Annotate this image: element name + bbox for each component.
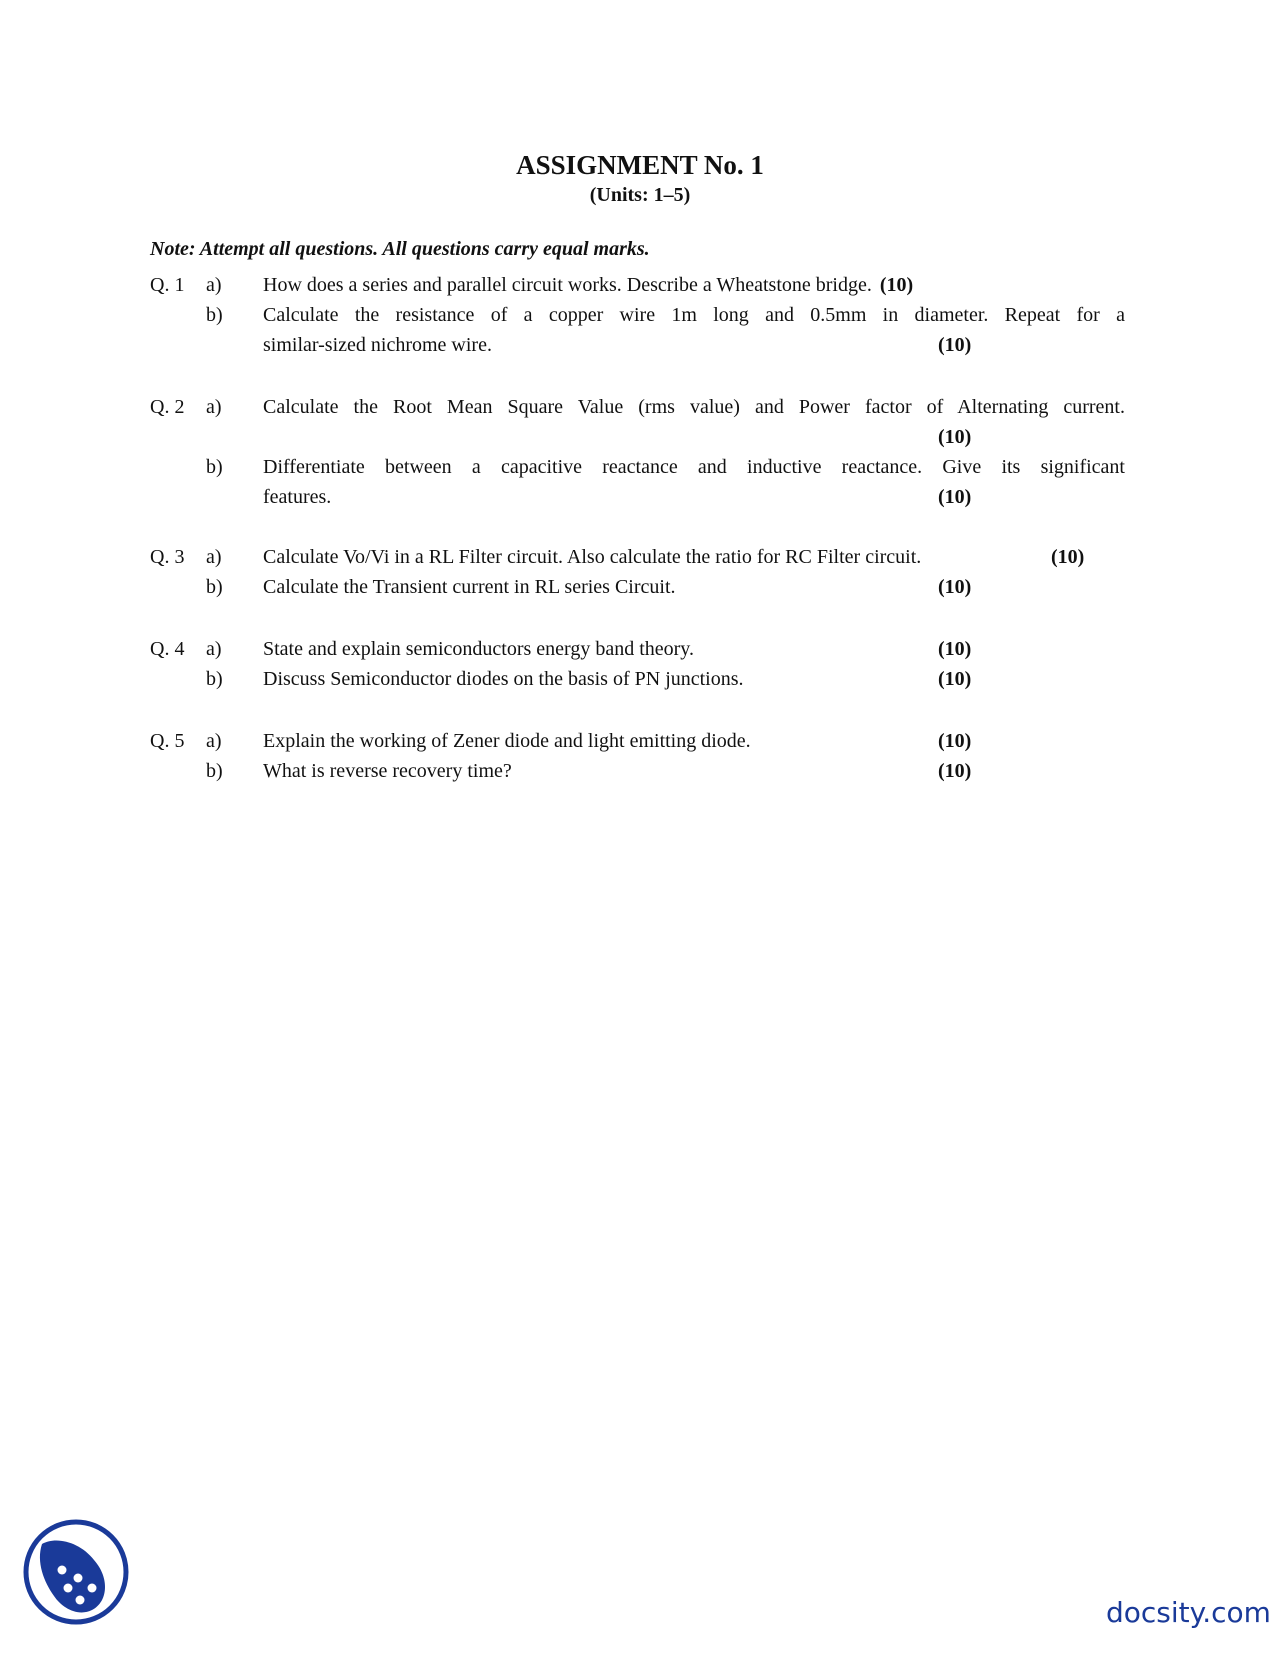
- question-text: Discuss Semiconductor diodes on the basis of PN junctions.: [263, 668, 744, 690]
- question-text: How does a series and parallel circuit works. Describe a Wheatstone bridge. (10): [263, 274, 914, 296]
- part-label: a): [206, 274, 222, 296]
- page-title: ASSIGNMENT No. 1: [516, 150, 764, 180]
- question-number: Q. 3: [150, 546, 185, 568]
- question-3a: [0, 542, 1280, 572]
- question-text: Differentiate between a capacitive reactance and inductive reactance. Give its significant: [263, 456, 1125, 478]
- part-label: b): [206, 668, 223, 690]
- question-marks: (10): [938, 334, 972, 356]
- question-number: Q. 1: [150, 274, 185, 296]
- question-text: Calculate the Transient current in RL series Circuit.: [263, 576, 676, 598]
- question-1b-cont: [0, 330, 1280, 360]
- question-text: Calculate Vo/Vi in a RL Filter circuit. Also calculate the ratio for RC Filter circuit.: [263, 546, 922, 568]
- question-5a: [0, 726, 1280, 756]
- page-subtitle: (Units: 1–5): [589, 184, 691, 206]
- question-text: What is reverse recovery time?: [263, 760, 512, 782]
- question-2a-marks: [0, 422, 1280, 452]
- question-2a: [0, 392, 1280, 422]
- question-text: features.: [263, 486, 332, 508]
- question-text: State and explain semiconductors energy band theory.: [263, 638, 694, 660]
- question-marks: (10): [1051, 546, 1085, 568]
- question-marks: (10): [938, 730, 972, 752]
- docsity-brand[interactable]: docsity.com: [1106, 1596, 1271, 1629]
- part-label: b): [206, 304, 223, 326]
- assignment-note: Note: Attempt all questions. All questions carry equal marks.: [150, 238, 650, 260]
- question-3b: [0, 572, 1280, 602]
- part-label: b): [206, 456, 223, 478]
- question-marks: (10): [938, 486, 972, 508]
- question-marks: (10): [938, 668, 972, 690]
- question-marks: (10): [938, 426, 972, 448]
- question-2b: [0, 452, 1280, 482]
- question-marks: (10): [938, 760, 972, 782]
- question-number: Q. 5: [150, 730, 185, 752]
- question-text: Explain the working of Zener diode and light emitting diode.: [263, 730, 751, 752]
- question-number: Q. 4: [150, 638, 185, 660]
- question-4b: [0, 664, 1280, 694]
- part-label: b): [206, 576, 223, 598]
- question-number: Q. 2: [150, 396, 185, 418]
- question-2b-cont: [0, 482, 1280, 512]
- question-1a: [0, 270, 1280, 300]
- part-label: a): [206, 638, 222, 660]
- question-text: Calculate the Root Mean Square Value (rms value) and Power factor of Alternating current.: [263, 396, 1125, 418]
- part-label: a): [206, 730, 222, 752]
- question-marks: (10): [938, 576, 972, 598]
- question-5b: [0, 756, 1280, 786]
- part-label: b): [206, 760, 223, 782]
- question-text: Calculate the resistance of a copper wire 1m long and 0.5mm in diameter. Repeat for a: [263, 304, 1125, 326]
- question-4a: [0, 634, 1280, 664]
- part-label: a): [206, 546, 222, 568]
- question-marks: (10): [938, 638, 972, 660]
- question-marks: (10): [879, 274, 914, 296]
- docsity-logo-icon: [22, 1518, 130, 1626]
- question-1b: [0, 300, 1280, 330]
- question-text: similar-sized nichrome wire.: [263, 334, 492, 356]
- part-label: a): [206, 396, 222, 418]
